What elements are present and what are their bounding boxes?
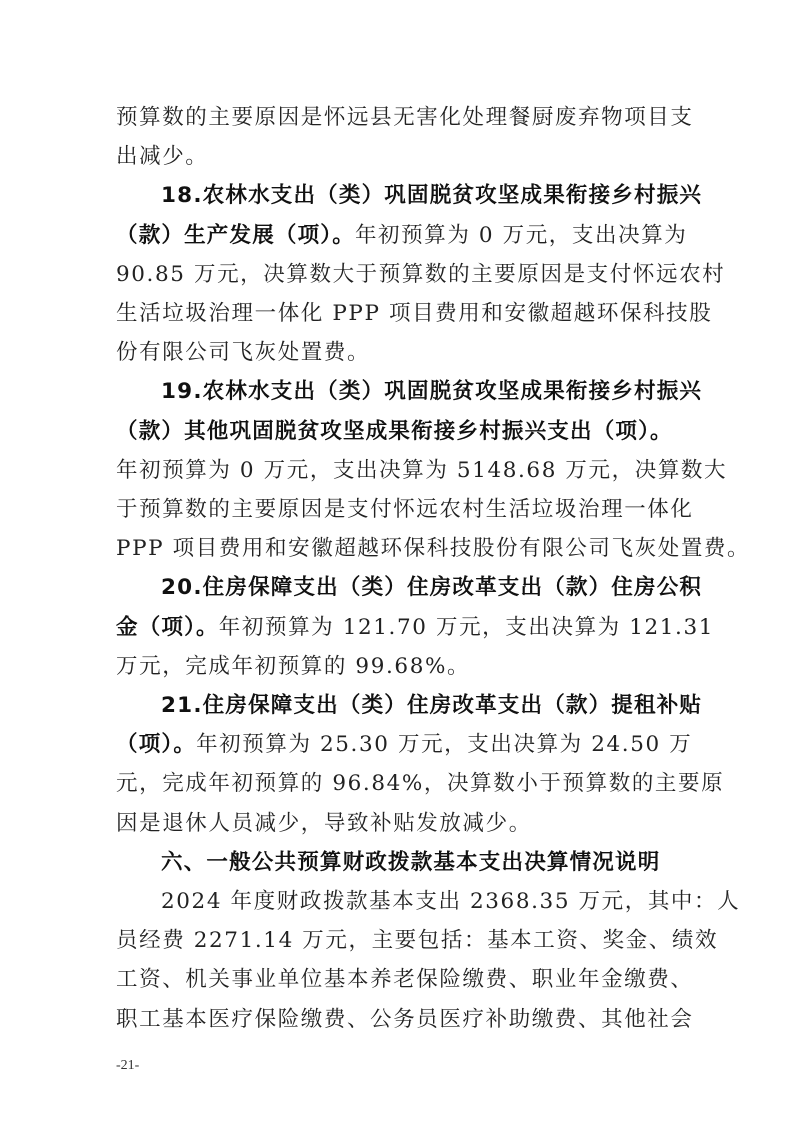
text-run: 万元，完成年初预算的 99.68%。: [116, 653, 471, 679]
heading-run: （款）其他巩固脱贫攻坚成果衔接乡村振兴支出（项）。: [116, 418, 673, 444]
text-run: 年初预算为 0 万元，支出决算为: [354, 222, 688, 248]
text-line: [116, 496, 694, 524]
text-line: [116, 457, 727, 485]
text-run: 2024 年度财政拨款基本支出 2368.35 万元，其中：人: [161, 889, 741, 914]
text-run: 于预算数的主要原因是支付怀远农村生活垃圾治理一体化: [116, 497, 694, 522]
text-line: [116, 770, 724, 798]
heading-run: （项）。: [116, 732, 197, 758]
text-line: [116, 104, 694, 132]
text-line: [116, 810, 532, 838]
page-number: -21-: [116, 1058, 140, 1073]
text-line: [116, 731, 692, 759]
text-line: [116, 418, 673, 446]
text-line: [116, 1006, 694, 1034]
heading-run: 18.农林水支出（类）巩固脱贫攻坚成果衔接乡村振兴: [161, 183, 703, 209]
text-line: [161, 182, 702, 210]
text-run: 年初预算为 0 万元，支出决算为 5148.68 万元，决算数大: [116, 457, 728, 483]
text-run: 年初预算为 25.30 万元，支出决算为 24.50 万: [196, 732, 693, 758]
text-run: 生活垃圾治理一体化 PPP 项目费用和安徽超越环保科技股: [116, 301, 713, 326]
text-run: 90.85 万元，决算数大于预算数的主要原因是支付怀远农村: [116, 261, 726, 287]
text-run: 工资、机关事业单位基本养老保险缴费、职业年金缴费、: [116, 967, 694, 993]
text-line: [116, 222, 687, 250]
heading-run: 20.住房保障支出（类）住房改革支出（款）住房公积: [161, 575, 703, 601]
text-run: 出减少。: [116, 144, 209, 170]
text-line: [116, 143, 208, 171]
text-line: [161, 574, 702, 602]
heading-run: （款）生产发展（项）。: [116, 222, 355, 248]
text-line: [161, 692, 702, 720]
heading-run: 金（项）。: [116, 614, 219, 640]
text-line: [116, 261, 725, 289]
text-line: [116, 300, 712, 328]
text-line: [116, 339, 370, 367]
heading-run: 21.住房保障支出（类）住房改革支出（款）提租补贴: [161, 693, 703, 718]
text-line: [161, 849, 660, 877]
text-line: [116, 966, 694, 994]
text-line: [161, 378, 702, 406]
text-line: [116, 653, 470, 681]
text-run: 预算数的主要原因是怀远县无害化处理餐厨废弃物项目支: [116, 105, 694, 130]
heading-run: 19.农林水支出（类）巩固脱贫攻坚成果衔接乡村振兴: [161, 379, 703, 405]
text-run: 因是退休人员减少，导致补贴发放减少。: [116, 810, 532, 836]
text-run: 员经费 2271.14 万元，主要包括：基本工资、奖金、绩效: [116, 928, 719, 954]
text-run: PPP 项目费用和安徽超越环保科技股份有限公司飞灰处置费。: [116, 536, 751, 562]
text-run: 职工基本医疗保险缴费、公务员医疗补助缴费、其他社会: [116, 1006, 694, 1032]
text-line: [116, 535, 750, 563]
text-line: [161, 888, 740, 916]
text-line: [116, 927, 718, 955]
text-line: [116, 614, 714, 642]
text-run: 年初预算为 121.70 万元，支出决算为 121.31: [218, 614, 715, 640]
text-run: 元，完成年初预算的 96.84%，决算数小于预算数的主要原: [116, 771, 725, 797]
text-run: 份有限公司飞灰处置费。: [116, 340, 371, 366]
heading-run: 六、一般公共预算财政拨款基本支出决算情况说明: [161, 849, 661, 875]
